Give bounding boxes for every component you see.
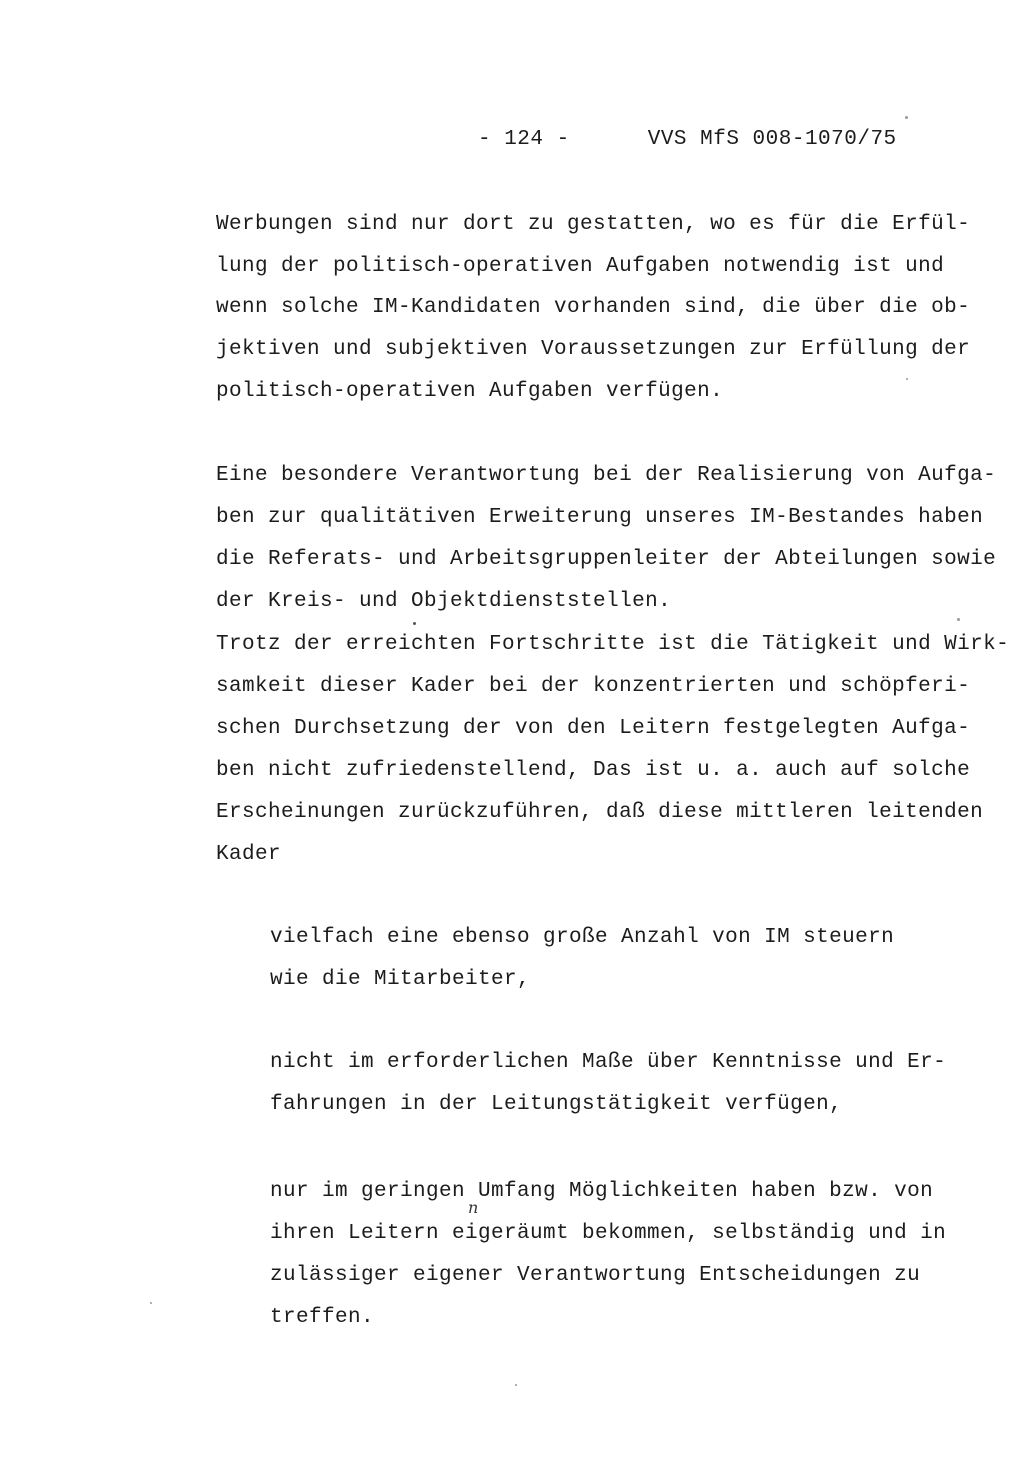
paragraph-3-line: schen Durchsetzung der von den Leitern festgelegten Aufga-: [216, 717, 971, 740]
scan-speck: [957, 618, 960, 621]
paragraph-3-line: Erscheinungen zurückzuführen, daß diese mittleren leitenden: [216, 801, 984, 824]
paragraph-3-line: Trotz der erreichten Fortschritte ist die Tätigkeit und Wirk-: [216, 633, 1010, 656]
scan-speck: [906, 378, 908, 380]
paragraph-1-line: politisch-operativen Aufgaben verfügen.: [216, 380, 724, 403]
paragraph-1-line: wenn solche IM-Kandidaten vorhanden sind, die über die ob-: [216, 296, 971, 319]
scan-speck: [413, 622, 416, 625]
scan-speck: [515, 1384, 517, 1386]
scan-speck: [905, 116, 908, 119]
handwritten-insertion: n: [468, 1198, 479, 1217]
document-reference: VVS MfS 008-1070/75: [647, 128, 897, 151]
list-item-3-line: treffen.: [270, 1306, 375, 1329]
paragraph-1-line: Werbungen sind nur dort zu gestatten, wo es für die Erfül-: [216, 213, 971, 236]
scan-speck: [150, 1302, 152, 1304]
page-number: - 124 -: [478, 128, 570, 151]
paragraph-3-line: samkeit dieser Kader bei der konzentrierten und schöpferi-: [216, 675, 971, 698]
paragraph-3-line: Kader: [216, 843, 282, 866]
list-item-1-line: wie die Mitarbeiter,: [270, 968, 531, 991]
list-item-3-line: zulässiger eigener Verantwortung Entscheidungen zu: [270, 1264, 921, 1287]
list-item-1-line: vielfach eine ebenso große Anzahl von IM steuern: [270, 926, 895, 949]
page-header: [478, 128, 897, 151]
paragraph-1-line: jektiven und subjektiven Voraussetzungen zur Erfüllung der: [216, 338, 971, 361]
paragraph-2-line: ben zur qualitätiven Erweiterung unseres IM-Bestandes haben: [216, 506, 984, 529]
list-item-3-line: ihren Leitern eigeräumt bekommen, selbständig und in: [270, 1222, 947, 1245]
list-item-2-line: nicht im erforderlichen Maße über Kenntnisse und Er-: [270, 1051, 947, 1074]
paragraph-2-line: die Referats- und Arbeitsgruppenleiter der Abteilungen sowie: [216, 548, 997, 571]
paragraph-2-line: der Kreis- und Objektdienststellen.: [216, 590, 672, 613]
paragraph-3-line: ben nicht zufriedenstellend, Das ist u. a. auch auf solche: [216, 759, 971, 782]
paragraph-1-line: lung der politisch-operativen Aufgaben notwendig ist und: [216, 255, 945, 278]
list-item-2-line: fahrungen in der Leitungstätigkeit verfügen,: [270, 1093, 843, 1116]
list-item-3-line: nur im geringen Umfang Möglichkeiten haben bzw. von: [270, 1180, 934, 1203]
paragraph-2-line: Eine besondere Verantwortung bei der Realisierung von Aufga-: [216, 464, 997, 487]
